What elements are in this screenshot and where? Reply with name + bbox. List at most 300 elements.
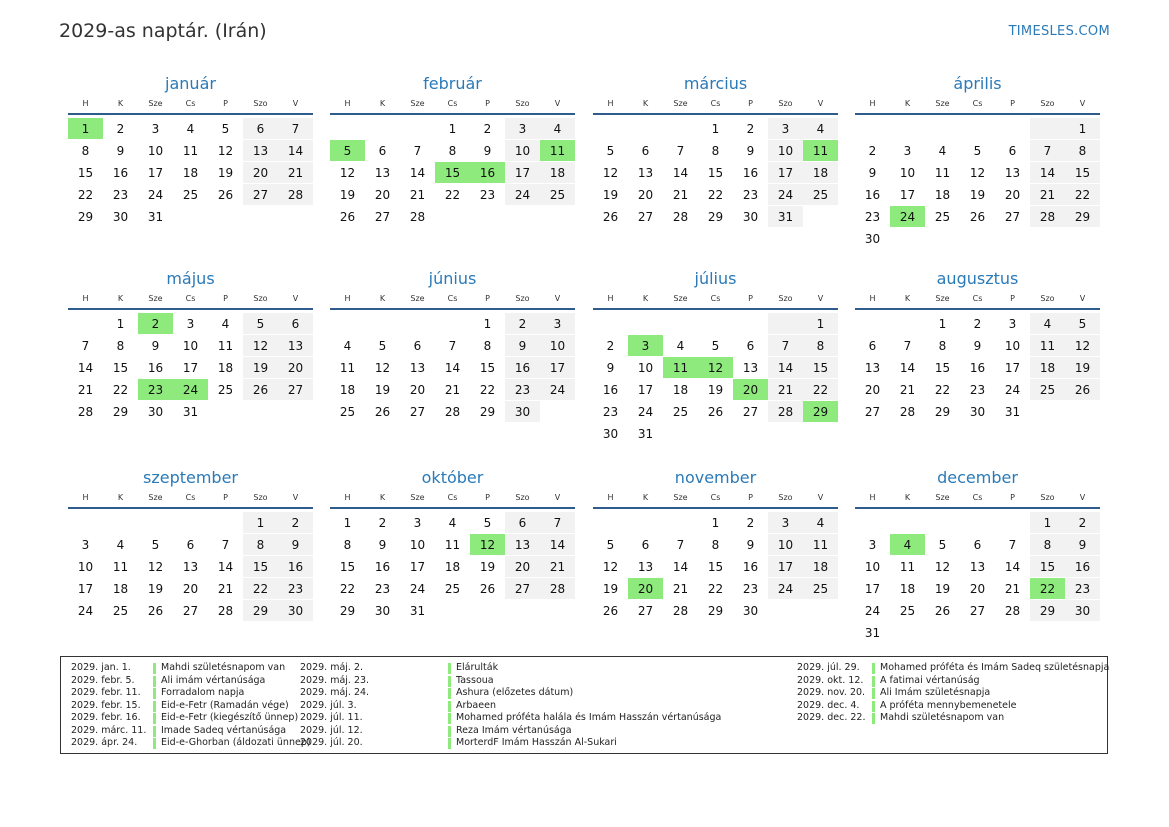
weekend-day-cell: 19 xyxy=(1065,357,1100,379)
weekend-day-cell: 10 xyxy=(768,534,803,556)
day-cell: 9 xyxy=(593,357,628,379)
weekday-label: Cs xyxy=(447,294,458,303)
weekday-header xyxy=(330,492,575,509)
day-cell: 28 xyxy=(208,600,243,622)
day-cell: 25 xyxy=(208,379,243,401)
holiday-color-marker xyxy=(872,701,875,712)
day-cell: 25 xyxy=(435,578,470,600)
legend-date: 2029. máj. 2. xyxy=(300,662,364,673)
month-name: február xyxy=(423,74,482,93)
day-cell: 17 xyxy=(138,162,173,184)
day-cell: 21 xyxy=(435,379,470,401)
day-cell: 20 xyxy=(855,379,890,401)
legend-item xyxy=(71,700,311,713)
weekend-day-cell: 15 xyxy=(803,357,838,379)
day-cell: 30 xyxy=(138,401,173,423)
day-cell: 22 xyxy=(330,578,365,600)
day-cell: 12 xyxy=(593,162,628,184)
weekend-day-cell: 23 xyxy=(1065,578,1100,600)
weekday-label: K xyxy=(379,99,386,108)
weekday-label: Sze xyxy=(410,493,425,502)
legend-date: 2029. febr. 11. xyxy=(71,687,141,698)
weekend-day-cell: 11 xyxy=(1030,335,1065,357)
day-cell: 15 xyxy=(925,357,960,379)
day-cell: 8 xyxy=(925,335,960,357)
empty-day-cell xyxy=(855,118,890,140)
weekday-label: Cs xyxy=(710,493,721,502)
legend-date: 2029. júl. 29. xyxy=(797,662,860,673)
month-name: június xyxy=(428,269,477,288)
day-cell: 21 xyxy=(663,578,698,600)
legend-date: 2029. ápr. 24. xyxy=(71,737,138,748)
empty-day-cell xyxy=(400,313,435,335)
weekend-day-cell: 21 xyxy=(278,162,313,184)
weekend-day-cell: 16 xyxy=(505,357,540,379)
day-cell: 3 xyxy=(68,534,103,556)
day-cell: 13 xyxy=(365,162,400,184)
day-cell: 7 xyxy=(208,534,243,556)
day-cell: 31 xyxy=(138,206,173,228)
weekday-label: V xyxy=(817,99,824,108)
day-cell: 3 xyxy=(855,534,890,556)
holiday-color-marker xyxy=(872,676,875,687)
day-cell: 3 xyxy=(138,118,173,140)
day-cell: 19 xyxy=(208,162,243,184)
day-cell: 22 xyxy=(103,379,138,401)
month-name: április xyxy=(953,74,1002,93)
day-cell: 27 xyxy=(628,206,663,228)
day-cell: 14 xyxy=(400,162,435,184)
holiday-day-cell: 5 xyxy=(330,140,365,162)
day-cell: 10 xyxy=(855,556,890,578)
weekday-label: Cs xyxy=(972,99,983,108)
month-5 xyxy=(68,269,313,423)
holiday-day-cell: 29 xyxy=(803,401,838,423)
weekend-day-cell: 7 xyxy=(1030,140,1065,162)
empty-day-cell xyxy=(68,313,103,335)
day-cell: 30 xyxy=(733,206,768,228)
legend-item xyxy=(71,662,311,675)
day-cell: 24 xyxy=(68,600,103,622)
day-cell: 22 xyxy=(68,184,103,206)
weekday-label: Szo xyxy=(1040,493,1055,502)
day-cell: 26 xyxy=(698,401,733,423)
legend-item xyxy=(300,687,721,700)
holiday-color-marker xyxy=(872,663,875,674)
legend-date: 2029. dec. 22. xyxy=(797,712,866,723)
empty-day-cell xyxy=(628,512,663,534)
weekend-day-cell: 2 xyxy=(505,313,540,335)
day-cell: 13 xyxy=(733,357,768,379)
day-cell: 9 xyxy=(365,534,400,556)
day-cell: 30 xyxy=(733,600,768,622)
weekday-label: V xyxy=(817,493,824,502)
day-cell: 11 xyxy=(925,162,960,184)
legend-item xyxy=(71,712,311,725)
day-cell: 1 xyxy=(330,512,365,534)
day-cell: 4 xyxy=(103,534,138,556)
weekend-day-cell: 4 xyxy=(803,512,838,534)
weekend-day-cell: 3 xyxy=(505,118,540,140)
weekday-label: Cs xyxy=(185,493,196,502)
day-grid xyxy=(593,313,838,445)
day-cell: 23 xyxy=(593,401,628,423)
weekday-label: V xyxy=(817,294,824,303)
empty-day-cell xyxy=(593,313,628,335)
weekend-day-cell: 5 xyxy=(243,313,278,335)
day-cell: 26 xyxy=(138,600,173,622)
day-cell: 9 xyxy=(733,140,768,162)
weekend-day-cell: 7 xyxy=(768,335,803,357)
weekday-label: V xyxy=(554,294,561,303)
day-cell: 6 xyxy=(365,140,400,162)
weekday-label: H xyxy=(344,493,351,502)
weekend-day-cell: 13 xyxy=(243,140,278,162)
day-cell: 4 xyxy=(925,140,960,162)
empty-day-cell xyxy=(855,512,890,534)
day-cell: 28 xyxy=(68,401,103,423)
day-cell: 14 xyxy=(435,357,470,379)
weekday-label: Cs xyxy=(447,99,458,108)
day-cell: 29 xyxy=(470,401,505,423)
weekday-label: Szo xyxy=(1040,294,1055,303)
day-cell: 24 xyxy=(995,379,1030,401)
day-cell: 11 xyxy=(330,357,365,379)
weekday-header xyxy=(330,98,575,115)
day-cell: 11 xyxy=(103,556,138,578)
holiday-day-cell: 20 xyxy=(733,379,768,401)
weekday-label: Szo xyxy=(515,99,530,108)
day-cell: 17 xyxy=(855,578,890,600)
empty-day-cell xyxy=(663,313,698,335)
legend-date: 2029. júl. 11. xyxy=(300,712,363,723)
weekend-day-cell: 4 xyxy=(540,118,575,140)
legend-holiday-name: MorterdF Imám Hasszán Al-Sukari xyxy=(456,737,617,748)
holiday-color-marker xyxy=(872,713,875,724)
holiday-color-marker xyxy=(153,701,156,712)
legend-holiday-name: Forradalom napja xyxy=(161,687,245,698)
legend-date: 2029. máj. 23. xyxy=(300,674,370,686)
weekend-day-cell: 16 xyxy=(1065,556,1100,578)
day-cell: 18 xyxy=(663,379,698,401)
weekend-day-cell: 27 xyxy=(505,578,540,600)
day-cell: 7 xyxy=(68,335,103,357)
weekday-label: H xyxy=(869,493,876,502)
day-cell: 15 xyxy=(698,556,733,578)
weekday-label: Cs xyxy=(447,493,458,502)
legend-item xyxy=(797,712,1109,725)
weekday-label: P xyxy=(223,294,228,303)
holiday-color-marker xyxy=(872,688,875,699)
legend-column-3 xyxy=(797,662,1109,725)
month-3 xyxy=(593,74,838,228)
weekend-day-cell: 4 xyxy=(803,118,838,140)
day-cell: 12 xyxy=(925,556,960,578)
weekend-day-cell: 30 xyxy=(278,600,313,622)
weekend-day-cell: 6 xyxy=(243,118,278,140)
day-cell: 6 xyxy=(995,140,1030,162)
day-cell: 21 xyxy=(208,578,243,600)
day-cell: 15 xyxy=(68,162,103,184)
holiday-day-cell: 11 xyxy=(540,140,575,162)
day-cell: 17 xyxy=(68,578,103,600)
weekday-header xyxy=(593,293,838,310)
legend-item xyxy=(300,662,721,675)
empty-day-cell xyxy=(768,313,803,335)
weekend-day-cell: 12 xyxy=(243,335,278,357)
weekday-label: H xyxy=(344,99,351,108)
weekday-label: Sze xyxy=(673,99,688,108)
weekday-label: K xyxy=(904,294,911,303)
weekday-header xyxy=(330,293,575,310)
day-cell: 2 xyxy=(103,118,138,140)
empty-day-cell xyxy=(960,512,995,534)
day-cell: 24 xyxy=(138,184,173,206)
legend-item xyxy=(300,712,721,725)
weekday-label: Szo xyxy=(253,294,268,303)
weekday-label: H xyxy=(82,294,89,303)
empty-day-cell xyxy=(698,313,733,335)
weekday-label: P xyxy=(748,493,753,502)
month-name: október xyxy=(421,468,484,487)
day-cell: 2 xyxy=(733,512,768,534)
brand-link[interactable]: TIMESLES.COM xyxy=(1008,24,1110,39)
day-cell: 21 xyxy=(890,379,925,401)
legend-column-2 xyxy=(300,662,721,750)
day-cell: 7 xyxy=(435,335,470,357)
day-cell: 12 xyxy=(138,556,173,578)
legend-item xyxy=(71,687,311,700)
weekend-day-cell: 29 xyxy=(243,600,278,622)
day-cell: 2 xyxy=(855,140,890,162)
weekday-header xyxy=(855,492,1100,509)
day-cell: 8 xyxy=(330,534,365,556)
day-cell: 8 xyxy=(698,140,733,162)
month-name: május xyxy=(166,269,215,288)
day-cell: 17 xyxy=(173,357,208,379)
weekend-day-cell: 9 xyxy=(278,534,313,556)
weekend-day-cell: 3 xyxy=(768,512,803,534)
empty-day-cell xyxy=(890,313,925,335)
weekday-label: H xyxy=(607,493,614,502)
weekday-label: Szo xyxy=(515,493,530,502)
day-cell: 19 xyxy=(698,379,733,401)
weekend-day-cell: 1 xyxy=(243,512,278,534)
weekday-label: Sze xyxy=(148,294,163,303)
day-cell: 27 xyxy=(855,401,890,423)
weekend-day-cell: 15 xyxy=(1065,162,1100,184)
day-cell: 19 xyxy=(593,578,628,600)
day-cell: 7 xyxy=(995,534,1030,556)
day-cell: 7 xyxy=(663,140,698,162)
day-cell: 10 xyxy=(890,162,925,184)
weekday-label: P xyxy=(223,493,228,502)
weekend-day-cell: 17 xyxy=(768,556,803,578)
day-cell: 26 xyxy=(960,206,995,228)
day-cell: 3 xyxy=(173,313,208,335)
day-cell: 23 xyxy=(733,184,768,206)
weekday-label: Sze xyxy=(673,294,688,303)
weekend-day-cell: 5 xyxy=(1065,313,1100,335)
weekday-label: V xyxy=(1079,294,1086,303)
day-grid xyxy=(593,512,838,622)
day-cell: 7 xyxy=(890,335,925,357)
day-cell: 14 xyxy=(663,556,698,578)
day-cell: 6 xyxy=(400,335,435,357)
weekday-label: H xyxy=(607,294,614,303)
day-cell: 5 xyxy=(470,512,505,534)
empty-day-cell xyxy=(663,118,698,140)
day-cell: 1 xyxy=(698,118,733,140)
day-cell: 26 xyxy=(365,401,400,423)
weekday-label: H xyxy=(607,99,614,108)
day-cell: 22 xyxy=(698,184,733,206)
day-cell: 25 xyxy=(890,600,925,622)
holiday-color-marker xyxy=(448,738,451,749)
day-cell: 21 xyxy=(400,184,435,206)
day-cell: 31 xyxy=(400,600,435,622)
day-cell: 2 xyxy=(733,118,768,140)
weekday-label: Cs xyxy=(185,99,196,108)
weekday-label: V xyxy=(292,99,299,108)
month-1 xyxy=(68,74,313,228)
day-cell: 14 xyxy=(208,556,243,578)
day-cell: 16 xyxy=(960,357,995,379)
empty-day-cell xyxy=(593,512,628,534)
day-cell: 2 xyxy=(365,512,400,534)
day-cell: 15 xyxy=(698,162,733,184)
weekday-label: K xyxy=(117,294,124,303)
day-cell: 27 xyxy=(733,401,768,423)
weekend-day-cell: 22 xyxy=(243,578,278,600)
day-cell: 29 xyxy=(103,401,138,423)
day-cell: 22 xyxy=(925,379,960,401)
day-cell: 25 xyxy=(663,401,698,423)
day-cell: 9 xyxy=(960,335,995,357)
day-cell: 16 xyxy=(138,357,173,379)
weekend-day-cell: 24 xyxy=(505,184,540,206)
empty-day-cell xyxy=(855,313,890,335)
weekend-day-cell: 8 xyxy=(803,335,838,357)
day-cell: 23 xyxy=(733,578,768,600)
holiday-day-cell: 2 xyxy=(138,313,173,335)
legend-holiday-name: Ali imám vértanúsága xyxy=(161,674,266,686)
day-cell: 17 xyxy=(995,357,1030,379)
legend-holiday-name: A próféta mennybemenetele xyxy=(880,699,1017,711)
day-cell: 5 xyxy=(593,140,628,162)
page-title: 2029-as naptár. (Irán) xyxy=(59,20,267,42)
weekday-label: K xyxy=(904,99,911,108)
day-cell: 11 xyxy=(208,335,243,357)
weekend-day-cell: 30 xyxy=(1065,600,1100,622)
weekday-label: V xyxy=(1079,99,1086,108)
day-grid xyxy=(855,118,1100,250)
day-grid xyxy=(68,118,313,228)
weekday-label: P xyxy=(485,493,490,502)
weekend-day-cell: 17 xyxy=(540,357,575,379)
legend-date: 2029. jan. 1. xyxy=(71,662,131,673)
holiday-color-marker xyxy=(448,688,451,699)
day-cell: 30 xyxy=(960,401,995,423)
weekday-label: H xyxy=(82,493,89,502)
day-cell: 16 xyxy=(733,556,768,578)
weekend-day-cell: 21 xyxy=(1030,184,1065,206)
legend-holiday-name: Eid-e-Fetr (Ramadán vége) xyxy=(161,699,289,711)
weekday-label: P xyxy=(1010,294,1015,303)
weekday-label: Sze xyxy=(410,294,425,303)
weekend-day-cell: 14 xyxy=(278,140,313,162)
weekend-day-cell: 25 xyxy=(803,578,838,600)
day-cell: 18 xyxy=(890,578,925,600)
day-grid xyxy=(68,313,313,423)
day-cell: 24 xyxy=(628,401,663,423)
day-cell: 24 xyxy=(855,600,890,622)
legend-date: 2029. máj. 24. xyxy=(300,687,370,698)
weekend-day-cell: 8 xyxy=(243,534,278,556)
weekend-day-cell: 3 xyxy=(768,118,803,140)
weekend-day-cell: 16 xyxy=(278,556,313,578)
weekday-label: V xyxy=(554,493,561,502)
day-cell: 7 xyxy=(400,140,435,162)
weekend-day-cell: 27 xyxy=(243,184,278,206)
legend-date: 2029. okt. 12. xyxy=(797,674,864,686)
holiday-color-marker xyxy=(153,688,156,699)
weekday-label: K xyxy=(642,294,649,303)
day-cell: 19 xyxy=(330,184,365,206)
empty-day-cell xyxy=(365,118,400,140)
empty-day-cell xyxy=(890,512,925,534)
weekend-day-cell: 4 xyxy=(1030,313,1065,335)
day-cell: 9 xyxy=(733,534,768,556)
weekend-day-cell: 14 xyxy=(540,534,575,556)
weekend-day-cell: 1 xyxy=(1030,512,1065,534)
day-cell: 21 xyxy=(68,379,103,401)
empty-day-cell xyxy=(925,118,960,140)
day-cell: 20 xyxy=(960,578,995,600)
holiday-color-marker xyxy=(153,713,156,724)
day-cell: 26 xyxy=(593,600,628,622)
day-cell: 2 xyxy=(960,313,995,335)
day-cell: 10 xyxy=(138,140,173,162)
legend-date: 2029. febr. 5. xyxy=(71,674,135,686)
month-7 xyxy=(593,269,838,445)
holiday-color-marker xyxy=(153,738,156,749)
day-cell: 26 xyxy=(208,184,243,206)
weekend-day-cell: 1 xyxy=(803,313,838,335)
month-name: január xyxy=(165,74,216,93)
day-cell: 16 xyxy=(365,556,400,578)
month-2 xyxy=(330,74,575,228)
day-cell: 21 xyxy=(995,578,1030,600)
weekday-label: Sze xyxy=(935,294,950,303)
weekend-day-cell: 28 xyxy=(540,578,575,600)
month-12 xyxy=(855,468,1100,644)
empty-day-cell xyxy=(925,512,960,534)
empty-day-cell xyxy=(628,118,663,140)
weekend-day-cell: 6 xyxy=(505,512,540,534)
day-cell: 6 xyxy=(733,335,768,357)
day-cell: 20 xyxy=(400,379,435,401)
weekday-label: Szo xyxy=(778,493,793,502)
weekday-label: Sze xyxy=(410,99,425,108)
weekend-day-cell: 11 xyxy=(803,534,838,556)
legend-holiday-name: Ali Imám születésnapja xyxy=(880,687,991,698)
empty-day-cell xyxy=(733,313,768,335)
empty-day-cell xyxy=(68,512,103,534)
day-cell: 19 xyxy=(365,379,400,401)
day-cell: 25 xyxy=(330,401,365,423)
day-grid xyxy=(855,512,1100,644)
